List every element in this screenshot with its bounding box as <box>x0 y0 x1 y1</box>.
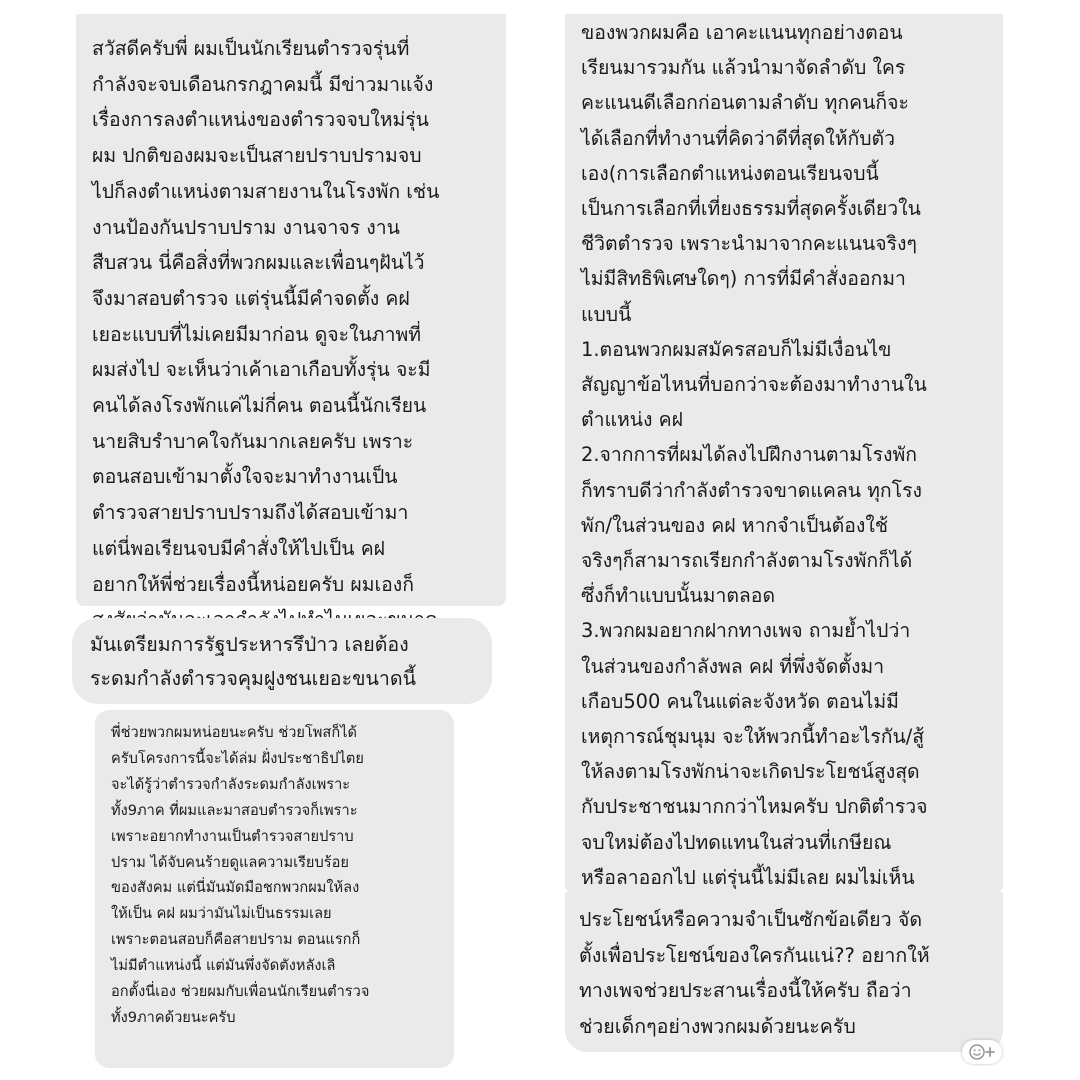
message-bubble-left-top <box>76 14 506 606</box>
message-bubble-left-middle <box>72 618 492 704</box>
message-bubble-left-bottom <box>95 710 454 1068</box>
message-text: พี่ช่วยพวกผมหน่อยนะครับ ช่วยโพสก็ได้ ครับโครงการนี้จะได้ล่ม ฝั่งประชาธิปไตย จะได้รู้ว่าตำรวจกำลังระดมกำลังเพราะ ทั้ง9ภาค ที่ผมและมาสอบตำรวจก็เพราะ เพราะอยากทำงานเป็นตำรวจสายปราบ ปราม ได้จับคนร้ายดูแลความเรียบร้อย ของสังคม แต่นี่มันมัดมือชกพวกผมให้ลง ให้เป็น คฝ ผมว่ามันไม่เป็นธรรมเลย เพราะตอนสอบก็คือสายปราม ตอนแรกก็ ไม่มีตำแหน่งนี้ แต่มันพึ่งจัดตังหลังเลิ อกตั้งนี่เอง ช่วยผมกับเพื่อนนักเรียนตำรวจ ทั้ง9ภาคด้วยนะครับ <box>111 724 370 1026</box>
add-reaction-icon[interactable] <box>962 1040 1002 1064</box>
message-bubble-right-bottom <box>565 892 1003 1052</box>
message-text: มันเตรียมการรัฐประหารรึป่าว เลยต้อง ระดมกำลังตำรวจคุมฝูงชนเยอะขนาดนี้ <box>90 633 417 690</box>
message-text: ของพวกผมคือ เอาคะแนนทุกอย่างตอน เรียนมารวมกัน แล้วนำมาจัดลำดับ ใคร คะแนนดีเลือกก่อนตามลำดับ ทุกคนก็จะ ได้เลือกที่ทำงานที่คิดว่าดีที่สุดให้กับตัว เอง(การเลือกตำแหน่งตอนเรียนจบนี้ เป็นการเลือกที่เที่ยงธรรมที่สุดครั้งเดียวใน ชีวิตตำรวจ เพราะนำมาจากคะแนนจริงๆ ไม่มีสิทธิพิเศษใดๆ) การที่มีคำสั่งออกมา แบบนี้ 1.ตอนพวกผมสมัครสอบก็ไม่มีเงื่อนไข สัญญาข้อไหนที่บอกว่าจะต้องมาทำงานใน ตำแหน่ง คฝ 2.จากการที่ผมได้ลงไปฝึกงานตามโรงพัก ก็ทราบดีว่ากำลังตำรวจขาดแคลน ทุกโรง พัก/ในส่วนของ คฝ หากจำเป็นต้องใช้ จริงๆก็สามารถเรียกกำลังตามโรงพักก็ได้ ซึ่งก็ทำแบบนั้นมาตลอด 3.พวกผมอยากฝากทางเพจ ถามย้ำไปว่า ในส่วนของกำลังพล คฝ ที่พึ่งจัดตั้งมา เกือบ500 คนในแต่ละจังหวัด ตอนไม่มี เหตุการณ์ชุมนุม จะให้พวกนี้ทำอะไรกัน/สู้ ให้ลงตามโรงพักน่าจะเกิดประโยชน์สูงสุด กับประชาชนมากกว่าไหมครับ ปกติตำรวจ จบใหม่ต้องไปทดแทนในส่วนที่เกษียณ หรือลาออกไป แต่รุ่นนี้ไม่มีเลย ผมไม่เห็น <box>581 21 928 889</box>
message-text: ประโยชน์หรือความจำเป็นซักข้อเดียว จัด ตั้งเพื่อประโยชน์ของใครกันแน่?? อยากให้ ทางเพจช่วยประสานเรื่องนี้ให้ครับ ถือว่า ช่วยเด็กๆอย่างพวกผมด้วยนะครับ <box>579 908 930 1038</box>
message-bubble-right-top <box>565 14 1003 892</box>
message-text: สวัสดีครับพี่ ผมเป็นนักเรียนตำรวจรุ่นที่ กำลังจะจบเดือนกรกฎาคมนี้ มีข่าวมาแจ้ง เรื่องการลงตำแหน่งของตำรวจจบใหม่รุ่น ผม ปกติของผมจะเป็นสายปราบปรามจบ ไปก็ลงตำแหน่งตามสายงานในโรงพัก เช่น งานป้องกันปราบปราม งานจาจร งาน สืบสวน นี่คือสิ่งที่พวกผมและเพื่อนๆฝันไว้ จึงมาสอบตำรวจ แต่รุ่นนี้มีคำจดตั้ง คฝ เยอะแบบที่ไม่เคยมีมาก่อน ดูจะในภาพที่ ผมส่งไป จะเห็นว่าเค้าเอาเกือบทั้งรุ่น จะมี คนได้ลงโรงพักแค่ไม่กี่คน ตอนนี้นักเรียน นายสิบรำบาคใจกันมากเลยครับ เพราะ ตอนสอบเข้ามาตั้งใจจะมาทำงานเป็น ตำรวจสายปราบปรามถึงได้สอบเข้ามา แต่นี่พอเรียนจบมีคำสั่งให้ไปเป็น คฝ อยากให้พี่ช่วยเรื่องนี้หน่อยครับ ผมเองก็ <box>92 37 440 596</box>
smiley-plus-icon <box>968 1043 996 1061</box>
